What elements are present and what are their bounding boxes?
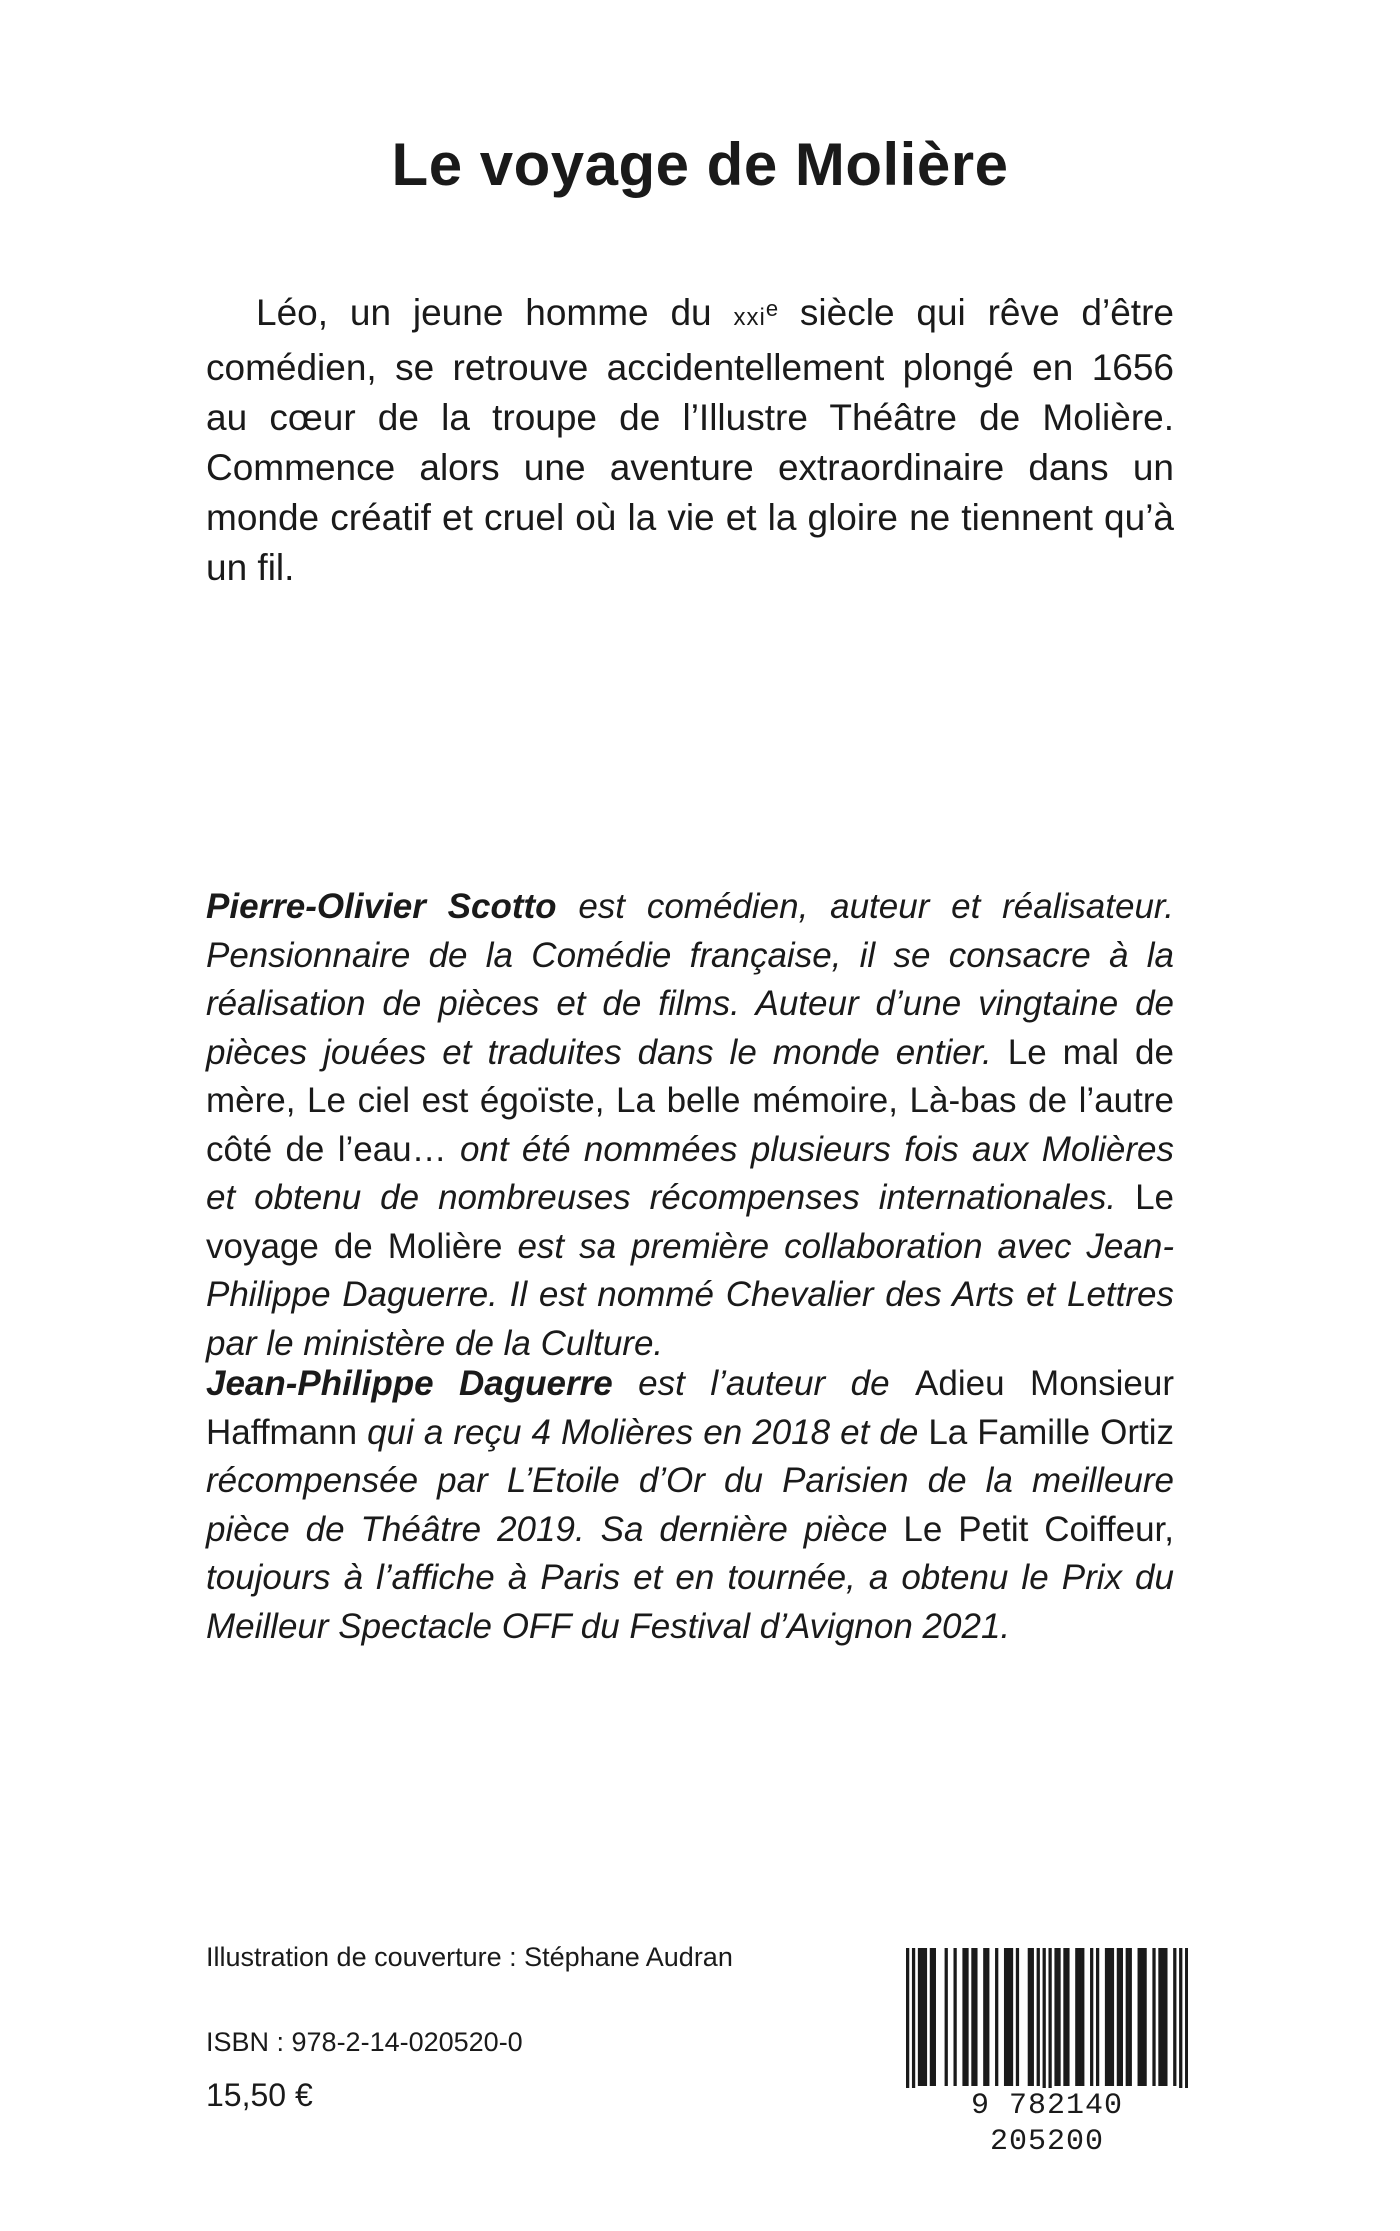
author-bio-scotto	[206, 883, 1174, 1368]
barcode-bar	[945, 1948, 948, 2086]
barcode-bar	[933, 1948, 936, 2086]
barcode-bar	[986, 1948, 989, 2086]
barcode-bar	[1164, 1948, 1167, 2086]
barcode-bar	[1090, 1948, 1093, 2086]
barcode-bar	[912, 1948, 915, 2098]
book-title: Le voyage de Molière	[391, 131, 1009, 198]
barcode-bar	[1120, 1948, 1123, 2086]
barcode-bar	[1048, 1948, 1051, 2098]
barcode-bar	[930, 1948, 933, 2086]
barcode-bar	[962, 1948, 965, 2086]
bio-text: qui a reçu 4 Molières en 2018 et de	[357, 1412, 929, 1452]
barcode-bar	[1054, 1948, 1057, 2086]
barcode-bar	[1108, 1948, 1111, 2086]
bio-work-title: Le voyage de Molière	[206, 1178, 1174, 1266]
barcode-bar	[1173, 1948, 1176, 2086]
barcode-bar	[918, 1948, 921, 2086]
barcode-bar	[1043, 1948, 1046, 2098]
barcode-bar	[1037, 1948, 1040, 2086]
bio-text: est sa première collaboration avec Jean-Philippe Daguerre. Il est nommé Chevalier des Arts et Lettres par le ministère de la Culture.	[206, 1226, 1174, 1363]
barcode-bar	[1078, 1948, 1081, 2086]
barcode-bar	[1129, 1948, 1132, 2086]
century-superscript: e	[765, 296, 779, 321]
barcode-bars	[906, 1948, 1188, 2098]
barcode-bar	[1117, 1948, 1120, 2086]
barcode-bar	[1081, 1948, 1084, 2086]
illustration-credit: Illustration de couverture : Stéphane Audran	[206, 1942, 733, 1972]
author-name-daguerre: Jean-Philippe Daguerre	[206, 1364, 613, 1403]
isbn: ISBN : 978-2-14-020520-0	[206, 2027, 523, 2057]
barcode-bar	[1161, 1948, 1164, 2086]
barcode-bar	[965, 1948, 968, 2086]
synopsis-part1: Léo, un jeune homme du	[256, 292, 734, 333]
bio-text: toujours à l’affiche à Paris et en tournée, a obtenu le Prix du Meilleur Spectacle OFF du Festival d’Avignon 2021.	[206, 1558, 1174, 1646]
barcode-bar	[906, 1948, 909, 2098]
bio-work-title: La Famille Ortiz	[928, 1412, 1174, 1452]
bio-work-title: Adieu Monsieur Haffmann	[206, 1364, 1174, 1452]
barcode-bar	[983, 1948, 986, 2086]
barcode-bar	[1031, 1948, 1034, 2086]
bio-text: est comédien, auteur et réalisateur. Pensionnaire de la Comédie française, il se consacre à la réalisation de pièces et de films. Auteur d’une vingtaine de pièces jouées et traduites dans le monde entier.	[206, 887, 1174, 1072]
bio-text: ont été nommées plusieurs fois aux Molières et obtenu de nombreuses récompenses internationales.	[206, 1129, 1175, 1217]
barcode-bar	[1028, 1948, 1031, 2086]
bio-work-title: Le Petit Coiffeur,	[903, 1509, 1174, 1549]
barcode-bar	[1152, 1948, 1155, 2086]
barcode-bar	[1179, 1948, 1182, 2098]
barcode-bar	[1007, 1948, 1010, 2086]
barcode-bar	[995, 1948, 998, 2086]
barcode-bar	[971, 1948, 974, 2086]
barcode-bar	[953, 1948, 956, 2086]
barcode-bar	[1004, 1948, 1007, 2086]
bio-text: est l’auteur de	[612, 1364, 916, 1403]
barcode	[906, 1948, 1188, 2159]
barcode-bar	[1111, 1948, 1114, 2086]
barcode-bar	[1010, 1948, 1013, 2086]
barcode-bar	[1141, 1948, 1144, 2086]
author-bio-daguerre	[206, 1360, 1174, 1651]
bio-work-titles: Le mal de mère, Le ciel est égoïste, La belle mémoire, Là-bas de l’autre côté de l’eau…	[206, 1032, 1174, 1169]
barcode-bar	[1063, 1948, 1066, 2086]
author-name-scotto: Pierre-Olivier Scotto	[206, 887, 557, 926]
price: 15,50 €	[206, 2077, 313, 2113]
barcode-bar	[1158, 1948, 1161, 2086]
century-numeral: xxi	[733, 304, 766, 331]
synopsis	[206, 288, 1174, 593]
barcode-bar	[1096, 1948, 1099, 2086]
barcode-bar	[1138, 1948, 1141, 2086]
barcode-bar	[1057, 1948, 1060, 2086]
barcode-bar	[1016, 1948, 1019, 2086]
synopsis-part2: siècle qui rêve d’être comédien, se retrouve accidentellement plongé en 1656 au cœur de la troupe de l’Illustre Théâtre de Molière. Commence alors une aventure extraordinaire dans un monde créatif et cruel où la vie et la gloire ne tiennent qu’à un fil.	[206, 292, 1174, 588]
barcode-bar	[974, 1948, 977, 2086]
barcode-bar	[1105, 1948, 1108, 2086]
barcode-bar	[1066, 1948, 1069, 2086]
barcode-bar	[1126, 1948, 1129, 2086]
barcode-bar	[1075, 1948, 1078, 2086]
barcode-bar	[1143, 1948, 1146, 2086]
barcode-bar	[921, 1948, 924, 2086]
barcode-bar	[924, 1948, 927, 2086]
barcode-digits: 9 782140 205200	[906, 2088, 1188, 2160]
bio-text: récompensée par L’Etoile d’Or du Parisien de la meilleure pièce de Théâtre 2019. Sa dernière pièce	[206, 1461, 1174, 1549]
barcode-bar	[1185, 1948, 1188, 2098]
